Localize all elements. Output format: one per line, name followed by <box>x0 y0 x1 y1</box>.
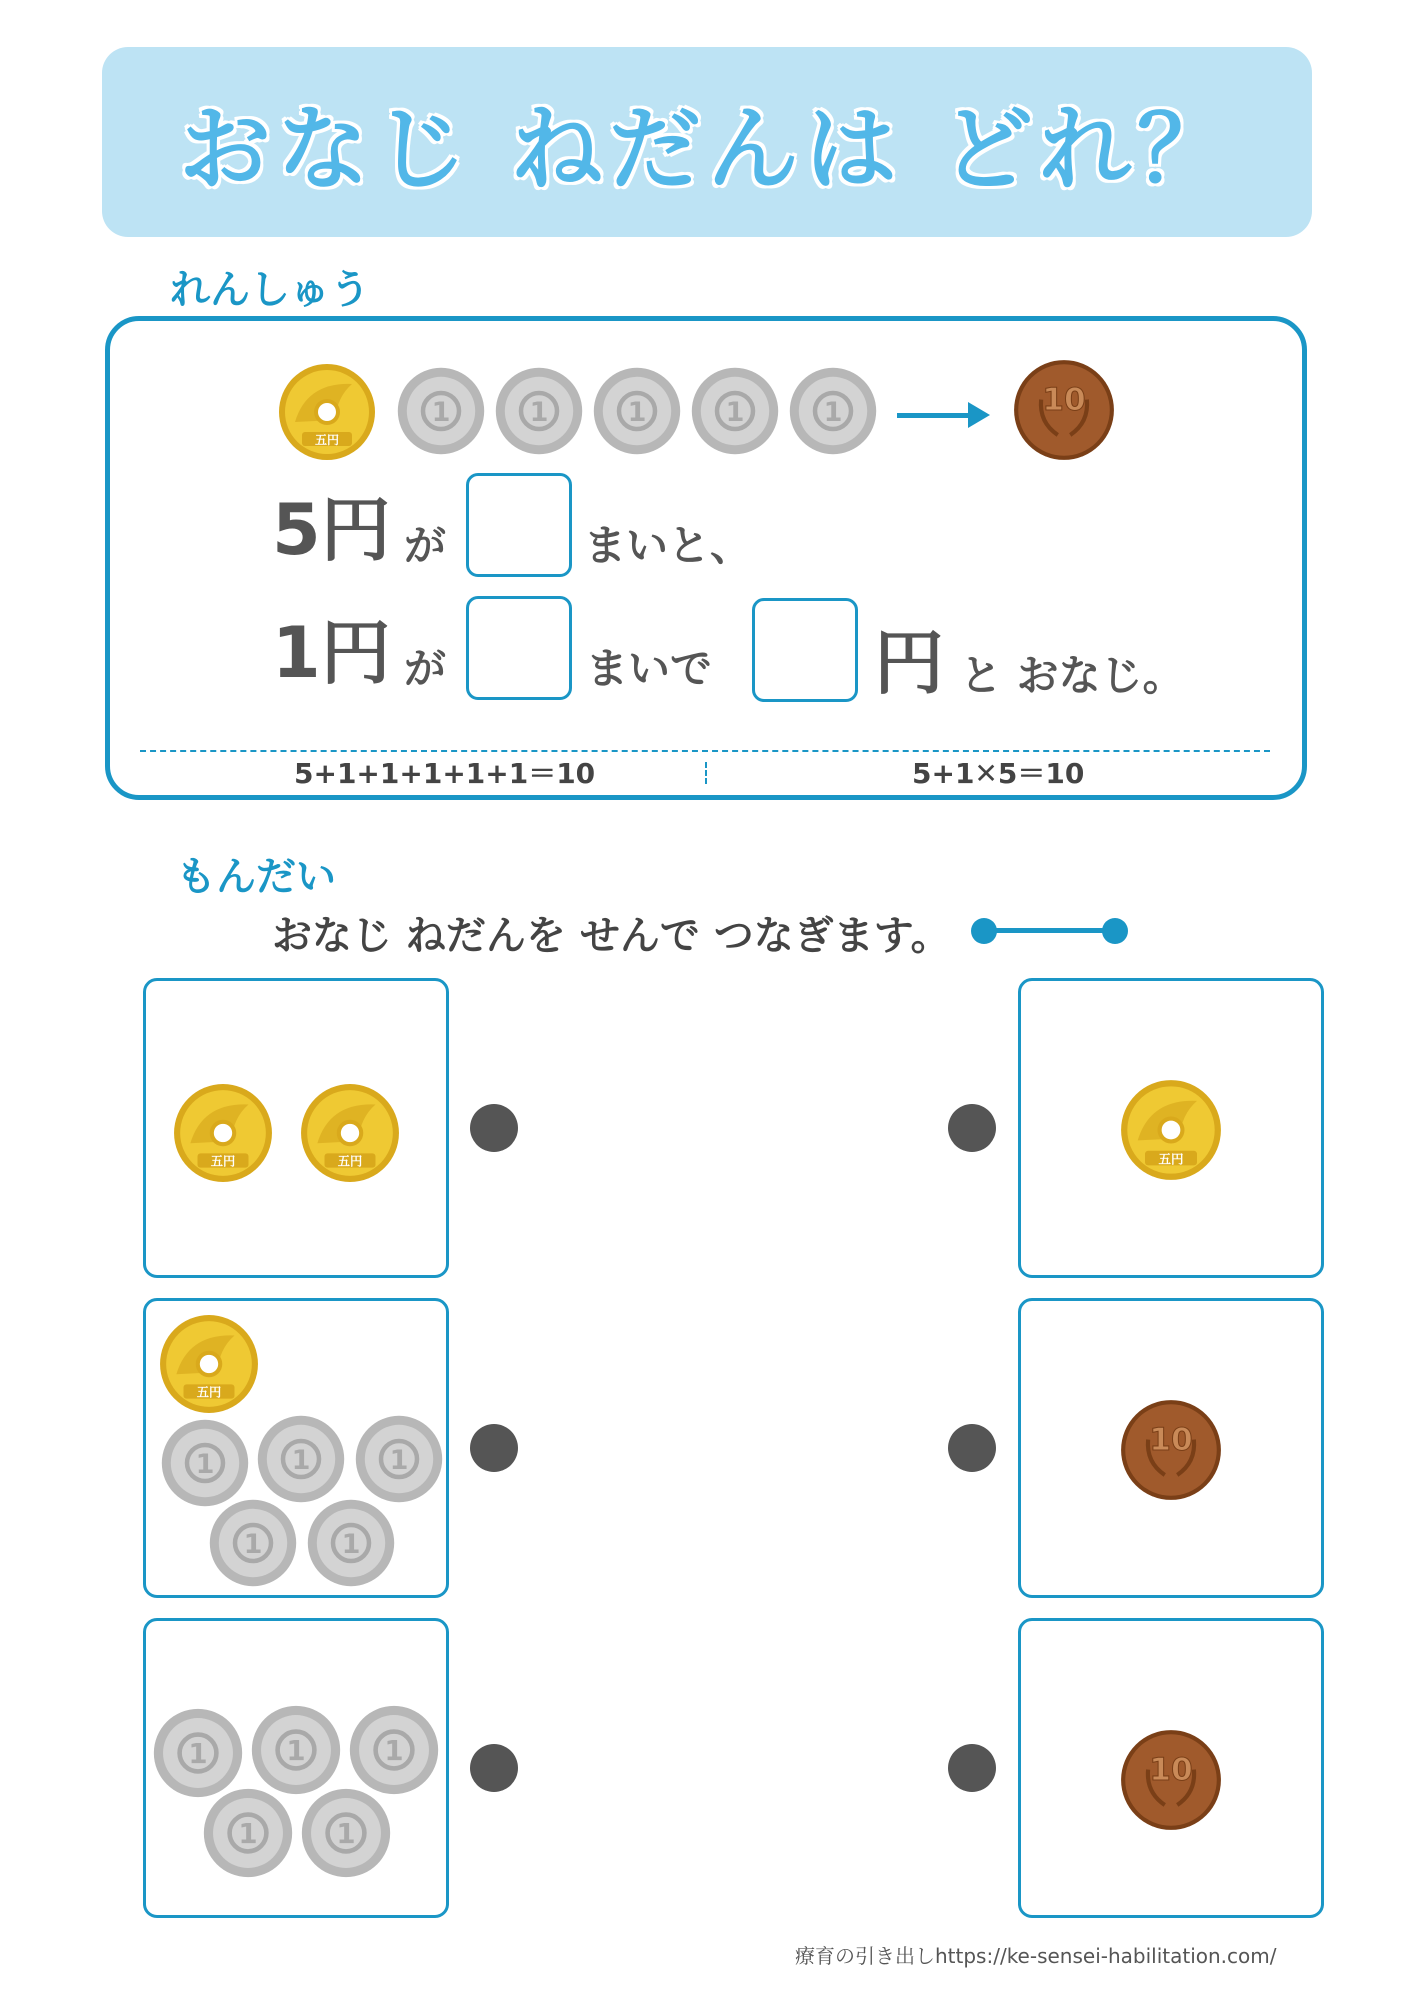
answer-box-5yen-count[interactable] <box>466 473 572 577</box>
one-yen-coin-label: 1 <box>341 1528 361 1560</box>
one-yen-coin-label: 1 <box>286 1734 306 1768</box>
one-yen-coin-label: 1 <box>195 1448 215 1480</box>
left-connect-dot-2[interactable] <box>470 1424 518 1472</box>
problem-label: もんだい <box>176 854 336 900</box>
one-yen-coin-label: 1 <box>823 396 843 428</box>
ten-yen-coin-label: 10 <box>1042 382 1086 418</box>
one-yen-coin-icon <box>256 1414 346 1504</box>
line-example-end-dot <box>1102 918 1128 944</box>
one-yen-coin-label: 1 <box>188 1737 208 1771</box>
formula-right: 5+1✕5＝10 <box>912 757 1085 790</box>
ten-yen-coin-icon <box>1119 1728 1223 1832</box>
one-yen-coin-label: 1 <box>431 396 451 428</box>
five-yen-coin-icon <box>158 1313 260 1415</box>
one-yen-coin-label: 1 <box>243 1528 263 1560</box>
five-yen-coin-label: 五円 <box>1158 1151 1184 1167</box>
one-yen-coin-icon <box>300 1787 392 1879</box>
one-yen-coin-icon <box>592 366 682 456</box>
one-yen-coin-icon <box>152 1707 244 1799</box>
one-yen-coin-label: 1 <box>291 1444 311 1476</box>
answer-box-total-yen[interactable] <box>752 598 858 702</box>
five-yen-coin-label: 五円 <box>314 433 340 447</box>
five-yen-coin-icon <box>299 1082 401 1184</box>
right-connect-dot-1[interactable] <box>948 1104 996 1152</box>
five-yen-coin-icon <box>1119 1078 1223 1182</box>
one-yen-coin-icon <box>788 366 878 456</box>
ten-yen-coin-icon <box>1012 358 1116 462</box>
one-yen-coin-label: 1 <box>529 396 549 428</box>
line-example <box>990 928 1105 933</box>
one-yen-coin-label: 1 <box>384 1734 404 1768</box>
line2-mid-text: まいで <box>586 644 713 693</box>
left-connect-dot-3[interactable] <box>470 1744 518 1792</box>
one-yen-coin-icon <box>202 1787 294 1879</box>
answer-box-1yen-count[interactable] <box>466 596 572 700</box>
practice-label: れんしゅう <box>170 267 370 313</box>
ten-yen-coin-icon <box>1119 1398 1223 1502</box>
one-yen-coin-label: 1 <box>627 396 647 428</box>
one-yen-coin-icon <box>160 1418 250 1508</box>
right-connect-dot-3[interactable] <box>948 1744 996 1792</box>
five-yen-coin-label: 五円 <box>196 1385 222 1400</box>
one-yen-coin-label: 1 <box>238 1817 258 1851</box>
arrow-right-icon <box>897 413 972 418</box>
five-yen-coin-label: 五円 <box>210 1154 236 1169</box>
coin-1yen-text: 1円 <box>272 612 391 694</box>
ga-text: が <box>404 644 447 693</box>
one-yen-coin-icon <box>354 1414 444 1504</box>
coin-5yen-text: 5円 <box>272 489 391 571</box>
yen-text: 円 <box>874 622 944 704</box>
one-yen-coin-label: 1 <box>336 1817 356 1851</box>
formula-left: 5+1+1+1+1+1＝10 <box>294 757 596 790</box>
line1-tail-text: まいと、 <box>584 521 753 570</box>
five-yen-coin-label: 五円 <box>337 1154 363 1169</box>
one-yen-coin-label: 1 <box>725 396 745 428</box>
dashed-separator <box>705 762 707 784</box>
right-connect-dot-2[interactable] <box>948 1424 996 1472</box>
line2-tail-text: と おなじ。 <box>960 651 1185 700</box>
one-yen-coin-icon <box>306 1498 396 1588</box>
arrow-head-icon <box>968 402 990 428</box>
one-yen-coin-icon <box>396 366 486 456</box>
footer-credit: 療育の引き出しhttps://ke-sensei-habilitation.com/ <box>795 1944 1277 1968</box>
page-title: おなじ ねだんは どれ？ <box>178 96 1236 203</box>
one-yen-coin-icon <box>494 366 584 456</box>
instruction-text: おなじ ねだんを せんで つなぎます。 <box>272 913 951 959</box>
one-yen-coin-icon <box>690 366 780 456</box>
five-yen-coin-icon <box>172 1082 274 1184</box>
one-yen-coin-icon <box>348 1704 440 1796</box>
one-yen-coin-label: 1 <box>389 1444 409 1476</box>
ten-yen-coin-label: 10 <box>1149 1752 1193 1788</box>
one-yen-coin-icon <box>250 1704 342 1796</box>
one-yen-coin-icon <box>208 1498 298 1588</box>
ten-yen-coin-label: 10 <box>1149 1422 1193 1458</box>
left-connect-dot-1[interactable] <box>470 1104 518 1152</box>
five-yen-coin-icon <box>277 362 377 462</box>
ga-text: が <box>404 521 447 570</box>
